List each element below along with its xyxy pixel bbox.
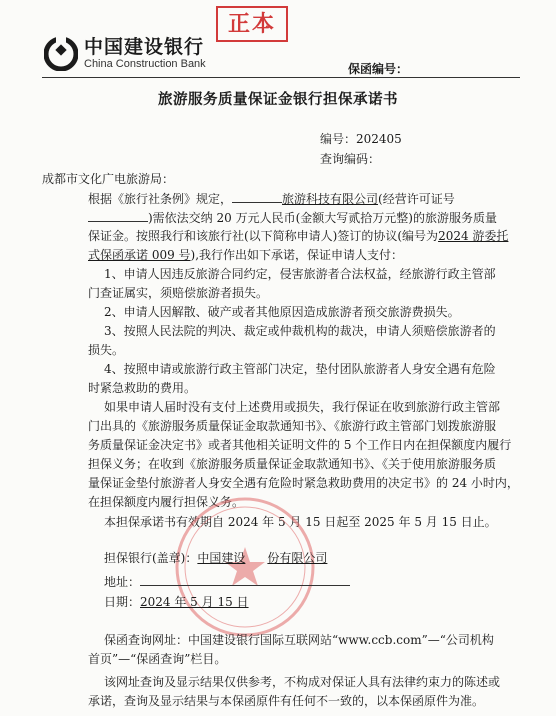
para2-line1: 如果申请人届时没有支付上述费用或损失，我行保证在收到旅游行政主管部 xyxy=(104,400,501,414)
guarantee-number-label: 保函编号： xyxy=(348,62,409,76)
item-4-line2: 时紧急救助的费用。 xyxy=(88,381,197,395)
date-line: 日期：2024 年 5 月 15 日 xyxy=(104,595,249,609)
para1-line1: 根据《旅行社条例》规定， 旅游科技有限公司(经营许可证号 xyxy=(88,192,455,206)
ccb-logo-icon xyxy=(44,37,78,71)
bank-logo xyxy=(44,36,206,71)
item-1-line1: 1、申请人因违反旅游合同约定，侵害旅游者合法权益，经旅游行政主管部 xyxy=(104,267,496,281)
address-line: 地址： xyxy=(104,573,350,590)
bank-name-cn: 中国建设银行 xyxy=(84,36,205,58)
document-title: 旅游服务质量保证金银行担保承诺书 xyxy=(158,92,398,108)
para2-line5: 量保证金垫付旅游者人身安全遇有危险时紧急救助费用的决定书》的 24 小时内， xyxy=(88,476,519,490)
para1-line4: 式保函承诺 009 号),我行作出如下承诺，保证申请人支付： xyxy=(88,248,404,262)
original-copy-stamp: 正本 xyxy=(216,6,288,42)
item-3-line2: 损失。 xyxy=(88,343,125,357)
guarantor-line: 担保银行(盖章)：中国建设 份有限公司 xyxy=(104,551,328,565)
para2-line6: 在担保额度内履行担保义务。 xyxy=(88,495,245,509)
bank-seal-icon xyxy=(170,492,320,642)
para1-line3: 保证金。按照我行和该旅行社(以下简称申请人)签订的协议(编号为2024 游委托 xyxy=(88,229,509,243)
para2-line2: 门出具的《旅游服务质量保证金取款通知书》、《旅游行政主管部门划拨旅游服 xyxy=(88,419,497,433)
query-url-line2: 首页”—“保函查询”栏目。 xyxy=(88,652,227,666)
query-code: 查询编码： xyxy=(320,152,381,166)
header-divider xyxy=(42,77,520,78)
disclaimer-line2: 承诺，查询及显示结果与本保函原件有任何不一致的，以本保函原件为准。 xyxy=(88,694,485,708)
validity-period: 本担保承诺书有效期自 2024 年 5 月 15 日起至 2025 年 5 月 15 日止。 xyxy=(104,515,497,529)
para2-line3: 务质量保证金决定书》或者其他相关证明文件的 5 个工作日内在担保额度内履行 xyxy=(88,438,512,452)
serial-number: 编号：202405 xyxy=(320,132,402,146)
query-url-line1: 保函查询网址：中国建设银行国际互联网站“www.ccb.com”—“公司机构 xyxy=(104,633,494,647)
item-4-line1: 4、按照申请或旅游行政主管部门决定，垫付团队旅游者人身安全遇有危险 xyxy=(104,362,496,376)
addressee: 成都市文化广电旅游局： xyxy=(42,172,175,186)
para1-line2: )需依法交纳 20 万元人民币(金额大写贰拾万元整)的旅游服务质量 xyxy=(88,209,497,226)
item-3-line1: 3、按照人民法院的判决、裁定或仲裁机构的裁决，申请人须赔偿旅游者的 xyxy=(104,324,496,338)
bank-name-en: China Construction Bank xyxy=(84,58,206,70)
para2-line4: 担保义务；在收到《旅游服务质量保证金取款通知书》、《关于使用旅游服务质 xyxy=(88,457,497,471)
item-2-line1: 2、申请人因解散、破产或者其他原因造成旅游者预交旅游费损失。 xyxy=(104,305,460,319)
disclaimer-line1: 该网址查询及显示结果仅供参考，不构成对保证人具有法律约束力的陈述或 xyxy=(104,675,501,689)
item-1-line2: 门查证属实，须赔偿旅游者损失。 xyxy=(88,286,269,300)
